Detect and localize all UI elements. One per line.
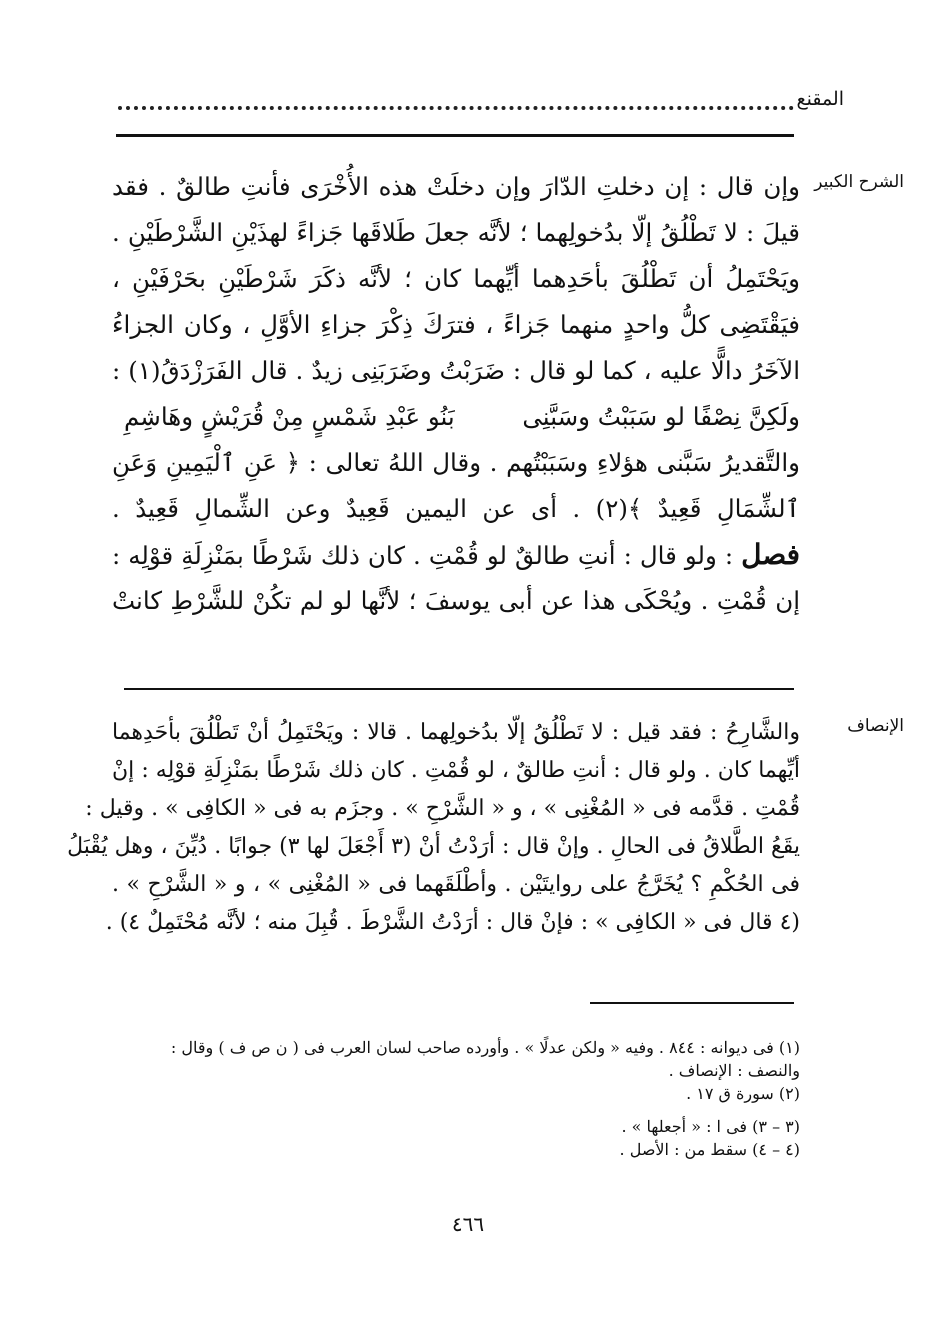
sharh-line-9-text: : ولو قال : أنتِ طالقٌ لو قُمْتِ . كان ذلك شَرْطًا بمَنْزِلَةِ قوْلِه : xyxy=(112,541,742,570)
sharh-line-4: فيَقْتَضِى كلُّ واحدٍ منهما جَزاءً ، فترَكَ ذِكْرَ جزاءِ الأوَّلِ ، وكان الجزاءُ xyxy=(112,310,800,339)
sharh-text-block xyxy=(112,164,800,624)
footnote-rule xyxy=(590,1002,794,1004)
insaf-line-5: فى الحُكْمِ ؟ يُخَرَّجُ على روايتَيْن . وأطْلَقَهما فى « المُغْنِى » ، و « الشَّرْحِ » . xyxy=(112,872,800,897)
sharh-line-1: وإن قال : إن دخلتِ الدّارَ وإن دخلَتْ هذه الأُخْرَى فأنتِ طالقٌ . فقد xyxy=(112,172,800,201)
sharh-line-10: إن قُمْتِ . ويُحْكَى هذا عن أبى يوسفَ ؛ لأنَّها لو لم تكُنْ للشَّرْطِ كانتْ xyxy=(112,586,800,615)
footnote-4: (٤ – ٤) سقط من : الأصل . xyxy=(619,1140,800,1159)
insaf-line-4: يقَعُ الطَّلاقُ فى الحالِ . وإنْ قال : أرَدْتُ أنْ (٣ أَجْعَلَ لها ٣) جوابًا . دُيِّنَ ، وهل يُقْبَلُ xyxy=(67,834,800,859)
running-header-title: المقنع xyxy=(796,88,844,110)
sharh-line-3: ويَحْتَمِلُ أن تَطْلُقَ بأحَدِهما أيِّهما كان ؛ لأنَّه ذكَرَ شَرْطَيْنِ بحَرْفَيْنِ ، xyxy=(112,264,800,293)
side-label-sharh: الشرح الكبير xyxy=(814,172,904,192)
poem-hemistich-1: ولَكِنَّ نِصْفًا لو سَبَبْتُ وسَبَّنِى xyxy=(522,402,800,431)
footnotes-block xyxy=(112,1036,800,1161)
footnote-3: (٣ – ٣) فى ا : « أجعلها » . xyxy=(621,1117,800,1136)
section-heading-fasl: فصل xyxy=(741,538,800,571)
side-label-insaf: الإنصاف xyxy=(847,716,904,736)
footnote-2: (٢) سورة ق ١٧ . xyxy=(686,1084,800,1103)
poem-hemistich-2: بَنُو عَبْدِ شَمْسٍ مِنْ قُرَيْشٍ وهَاشِمِ xyxy=(124,402,455,431)
sharh-line-5: الآخَرُ دالًّا عليه ، كما لو قال : ضَرَبْتُ وضَرَبَنِى زيدٌ . قال الفَرَزْدَقُ(١) : xyxy=(112,356,800,385)
insaf-line-6: (٤ قال فى « الكافِى » : فإنْ قال : أرَدْتُ الشَّرْطَ . قُبِلَ منه ؛ لأنَّه مُحْتَمِلٌ ٤) . xyxy=(105,910,800,935)
insaf-line-2: أيِّهما كان . ولو قال : أنتِ طالقٌ ، لو قُمْتِ . كان ذلك شَرْطًا بمَنْزِلَةِ قوْلِه : إنْ xyxy=(112,758,800,783)
poem-verse xyxy=(112,394,800,440)
sharh-line-7: والتَّقديرُ سَبَّنى هؤلاءِ وسَبَبْتُهم . وقال اللهُ تعالى : ﴿ عَنِ ٱلْيَمِينِ وَعَنِ xyxy=(112,448,800,477)
insaf-line-1: والشَّارِحُ : فقد قيل : لا تَطْلُقُ إلّا بدُخولِهما . قالا : ويَحْتَمِلُ أنْ تَطْلُقَ بأحَدِهما xyxy=(112,720,800,745)
header-rule xyxy=(116,134,794,137)
sharh-line-2: قيلَ : لا تَطْلُقُ إلّا بدُخولِهما ؛ لأنَّه جعلَ طَلاقَها جَزاءً لهذَيْنِ الشَّرْطَيْنِ . xyxy=(112,218,800,247)
insaf-text-block xyxy=(67,714,800,942)
sharh-line-8: ٱلشِّمَالِ قَعِيدٌ ﴾(٢) . أى عن اليمين قَعِيدٌ وعن الشِّمالِ قَعِيدٌ . xyxy=(112,494,800,523)
section-divider xyxy=(124,688,794,690)
sharh-line-9 xyxy=(112,532,800,578)
page-number: ٤٦٦ xyxy=(451,1212,485,1236)
footnote-1: (١) فى ديوانه : ٨٤٤ . وفيه « ولكن عدلًا » . وأورده صاحب لسان العرب فى ( ن ص ف ) وقال : xyxy=(170,1038,800,1057)
header-dotted-leader xyxy=(118,98,794,110)
footnote-1-continued: والنصف : الإنصاف . xyxy=(668,1061,800,1080)
insaf-line-3: قُمْتِ . قدَّمه فى « المُغْنِى » ، و « الشَّرْحِ » . وجزَم به فى « الكافِى » . وقيل : xyxy=(85,796,800,821)
